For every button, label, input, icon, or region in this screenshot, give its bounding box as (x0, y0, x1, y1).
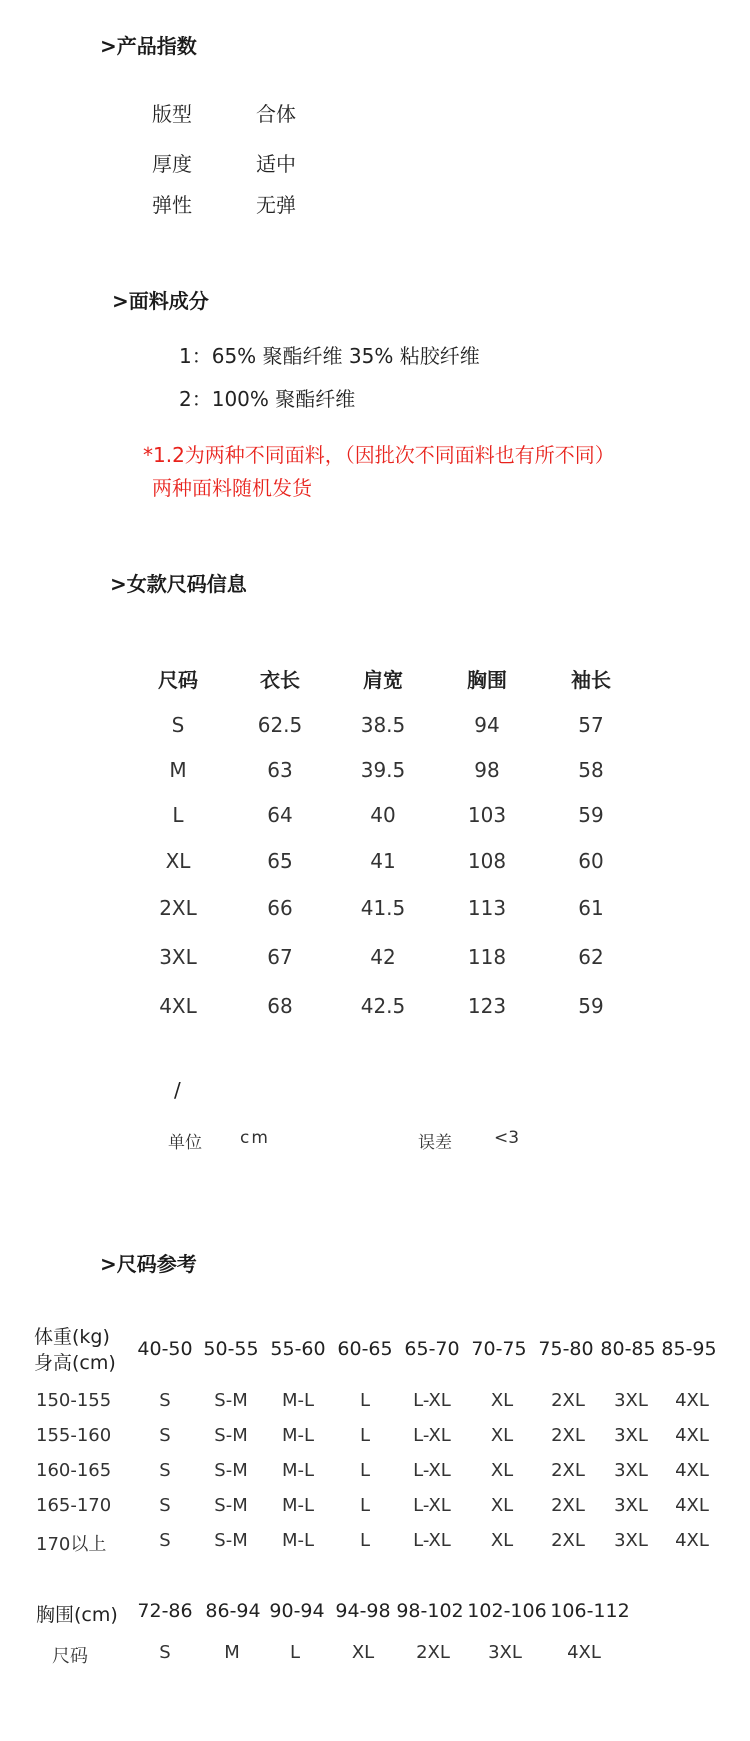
size-reference-cell: L-XL (413, 1530, 451, 1551)
size-table-cell: 94 (474, 713, 500, 737)
weight-range: 70-75 (471, 1338, 527, 1360)
height-range: 155-160 (36, 1425, 112, 1446)
size-table-cell: 61 (578, 896, 604, 920)
size-table-cell: 68 (267, 994, 293, 1018)
size-table-header-length: 衣长 (260, 668, 300, 692)
size-table-cell: 108 (467, 849, 507, 873)
size-table-cell: 39.5 (360, 758, 406, 782)
product-index-heading: >产品指数 (100, 34, 197, 58)
bust-range: 90-94 (269, 1600, 325, 1622)
size-reference-cell: S (159, 1460, 171, 1481)
bust-label: 胸围(cm) (36, 1604, 118, 1626)
size-reference-cell: 4XL (675, 1530, 709, 1551)
size-reference-cell: S-M (214, 1530, 248, 1551)
size-reference-cell: M-L (281, 1530, 315, 1551)
height-range: 170以上 (36, 1534, 107, 1555)
height-header: 身高(cm) (34, 1352, 116, 1374)
weight-range: 60-65 (337, 1338, 393, 1360)
bust-range: 102-106 (467, 1600, 547, 1622)
bust-size-cell: 3XL (488, 1642, 522, 1663)
size-info-heading: >女款尺码信息 (110, 572, 247, 596)
size-reference-cell: L (359, 1530, 371, 1551)
size-table-cell: 3XL (159, 945, 197, 969)
size-table-cell: 59 (578, 994, 604, 1018)
size-reference-cell: XL (490, 1425, 514, 1446)
height-range: 150-155 (36, 1390, 112, 1411)
size-table-header-sleeve: 袖长 (571, 668, 611, 692)
weight-range: 50-55 (203, 1338, 259, 1360)
size-reference-cell: S (159, 1530, 171, 1551)
size-reference-cell: 3XL (614, 1425, 648, 1446)
size-table-cell: 103 (467, 803, 507, 827)
size-table-cell: 62.5 (257, 713, 303, 737)
bust-range: 72-86 (137, 1600, 193, 1622)
size-reference-cell: L-XL (413, 1495, 451, 1516)
weight-range: 40-50 (137, 1338, 193, 1360)
size-table-cell: 42.5 (360, 994, 406, 1018)
size-reference-cell: 3XL (614, 1530, 648, 1551)
size-table-cell: XL (165, 849, 191, 873)
size-table-cell: 59 (578, 803, 604, 827)
size-reference-cell: 4XL (675, 1425, 709, 1446)
weight-range: 65-70 (404, 1338, 460, 1360)
weight-range: 80-85 (600, 1338, 656, 1360)
size-table-header-shoulder: 肩宽 (363, 668, 403, 692)
size-table-cell: 65 (267, 849, 293, 873)
size-reference-cell: 4XL (675, 1390, 709, 1411)
bust-size-cell: L (289, 1642, 301, 1663)
slash-mark: / (174, 1078, 181, 1102)
bust-range: 98-102 (396, 1600, 464, 1622)
size-reference-cell: XL (490, 1460, 514, 1481)
size-table-cell: M (169, 758, 187, 782)
size-reference-cell: 2XL (551, 1495, 585, 1516)
size-reference-cell: 4XL (675, 1495, 709, 1516)
fabric-heading: >面料成分 (112, 289, 209, 313)
size-reference-cell: L (359, 1495, 371, 1516)
size-reference-cell: 2XL (551, 1530, 585, 1551)
size-reference-cell: L (359, 1425, 371, 1446)
error-label: 误差 (418, 1133, 452, 1153)
bust-range: 94-98 (335, 1600, 391, 1622)
size-reference-cell: S (159, 1495, 171, 1516)
size-reference-cell: S-M (214, 1425, 248, 1446)
fit-label: 版型 (152, 102, 192, 126)
fit-value: 合体 (256, 102, 296, 126)
weight-range: 85-95 (661, 1338, 717, 1360)
size-reference-cell: 3XL (614, 1495, 648, 1516)
bust-size-cell: 4XL (567, 1642, 601, 1663)
bust-size-cell: S (159, 1642, 171, 1663)
size-table-cell: 64 (267, 803, 293, 827)
elasticity-value: 无弹 (256, 193, 296, 217)
size-table-cell: 2XL (159, 896, 197, 920)
size-reference-cell: L (359, 1390, 371, 1411)
size-reference-cell: S-M (214, 1495, 248, 1516)
size-reference-cell: S-M (214, 1390, 248, 1411)
size-table-cell: 4XL (159, 994, 197, 1018)
size-table-header-size: 尺码 (158, 668, 198, 692)
error-value: <3 (494, 1128, 520, 1148)
size-reference-cell: 2XL (551, 1390, 585, 1411)
size-reference-cell: S (159, 1425, 171, 1446)
size-reference-cell: M-L (281, 1460, 315, 1481)
elasticity-label: 弹性 (152, 193, 192, 217)
size-reference-cell: L-XL (413, 1460, 451, 1481)
size-table-cell: 98 (474, 758, 500, 782)
size-reference-cell: L-XL (413, 1390, 451, 1411)
fabric-item-2: 2：100% 聚酯纤维 (179, 387, 356, 411)
size-reference-cell: XL (490, 1390, 514, 1411)
size-table-cell: 62 (578, 945, 604, 969)
size-table-cell: 123 (467, 994, 507, 1018)
fabric-note-line2: 两种面料随机发货 (152, 476, 312, 500)
bust-size-label: 尺码 (52, 1646, 88, 1667)
size-table-cell: 118 (467, 945, 507, 969)
size-table-cell: 58 (578, 758, 604, 782)
bust-size-cell: XL (351, 1642, 375, 1663)
thickness-value: 适中 (256, 152, 296, 176)
size-table-header-bust: 胸围 (467, 668, 507, 692)
size-table-cell: S (171, 713, 185, 737)
size-table-cell: 41 (370, 849, 396, 873)
bust-range: 106-112 (550, 1600, 630, 1622)
size-table-cell: 42 (370, 945, 396, 969)
size-reference-cell: XL (490, 1530, 514, 1551)
size-table-cell: L (172, 803, 184, 827)
size-table-cell: 41.5 (360, 896, 406, 920)
bust-size-cell: M (224, 1642, 240, 1663)
size-reference-cell: M-L (281, 1390, 315, 1411)
bust-size-cell: 2XL (416, 1642, 450, 1663)
size-reference-cell: XL (490, 1495, 514, 1516)
size-table-cell: 57 (578, 713, 604, 737)
thickness-label: 厚度 (152, 152, 192, 176)
fabric-item-1: 1：65% 聚酯纤维 35% 粘胶纤维 (179, 344, 480, 368)
size-table-cell: 67 (267, 945, 293, 969)
size-table-cell: 66 (267, 896, 293, 920)
size-table-cell: 40 (370, 803, 396, 827)
size-reference-cell: S (159, 1390, 171, 1411)
unit-label: 单位 (168, 1133, 202, 1153)
size-table-cell: 60 (578, 849, 604, 873)
bust-range: 86-94 (205, 1600, 261, 1622)
size-reference-cell: 2XL (551, 1425, 585, 1446)
size-reference-cell: M-L (281, 1495, 315, 1516)
size-reference-cell: L (359, 1460, 371, 1481)
size-reference-cell: 2XL (551, 1460, 585, 1481)
size-reference-cell: L-XL (413, 1425, 451, 1446)
weight-range: 75-80 (538, 1338, 594, 1360)
weight-header: 体重(kg) (34, 1326, 110, 1348)
fabric-note-line1: *1.2为两种不同面料，（因批次不同面料也有所不同） (143, 443, 615, 467)
size-table-cell: 63 (267, 758, 293, 782)
size-reference-cell: 4XL (675, 1460, 709, 1481)
size-reference-cell: 3XL (614, 1460, 648, 1481)
size-reference-cell: 3XL (614, 1390, 648, 1411)
unit-value: cm (240, 1128, 270, 1148)
height-range: 165-170 (36, 1495, 112, 1516)
size-reference-cell: S-M (214, 1460, 248, 1481)
size-table-cell: 113 (467, 896, 507, 920)
size-reference-heading: >尺码参考 (100, 1252, 197, 1276)
weight-range: 55-60 (270, 1338, 326, 1360)
size-table-cell: 38.5 (360, 713, 406, 737)
size-reference-cell: M-L (281, 1425, 315, 1446)
height-range: 160-165 (36, 1460, 112, 1481)
